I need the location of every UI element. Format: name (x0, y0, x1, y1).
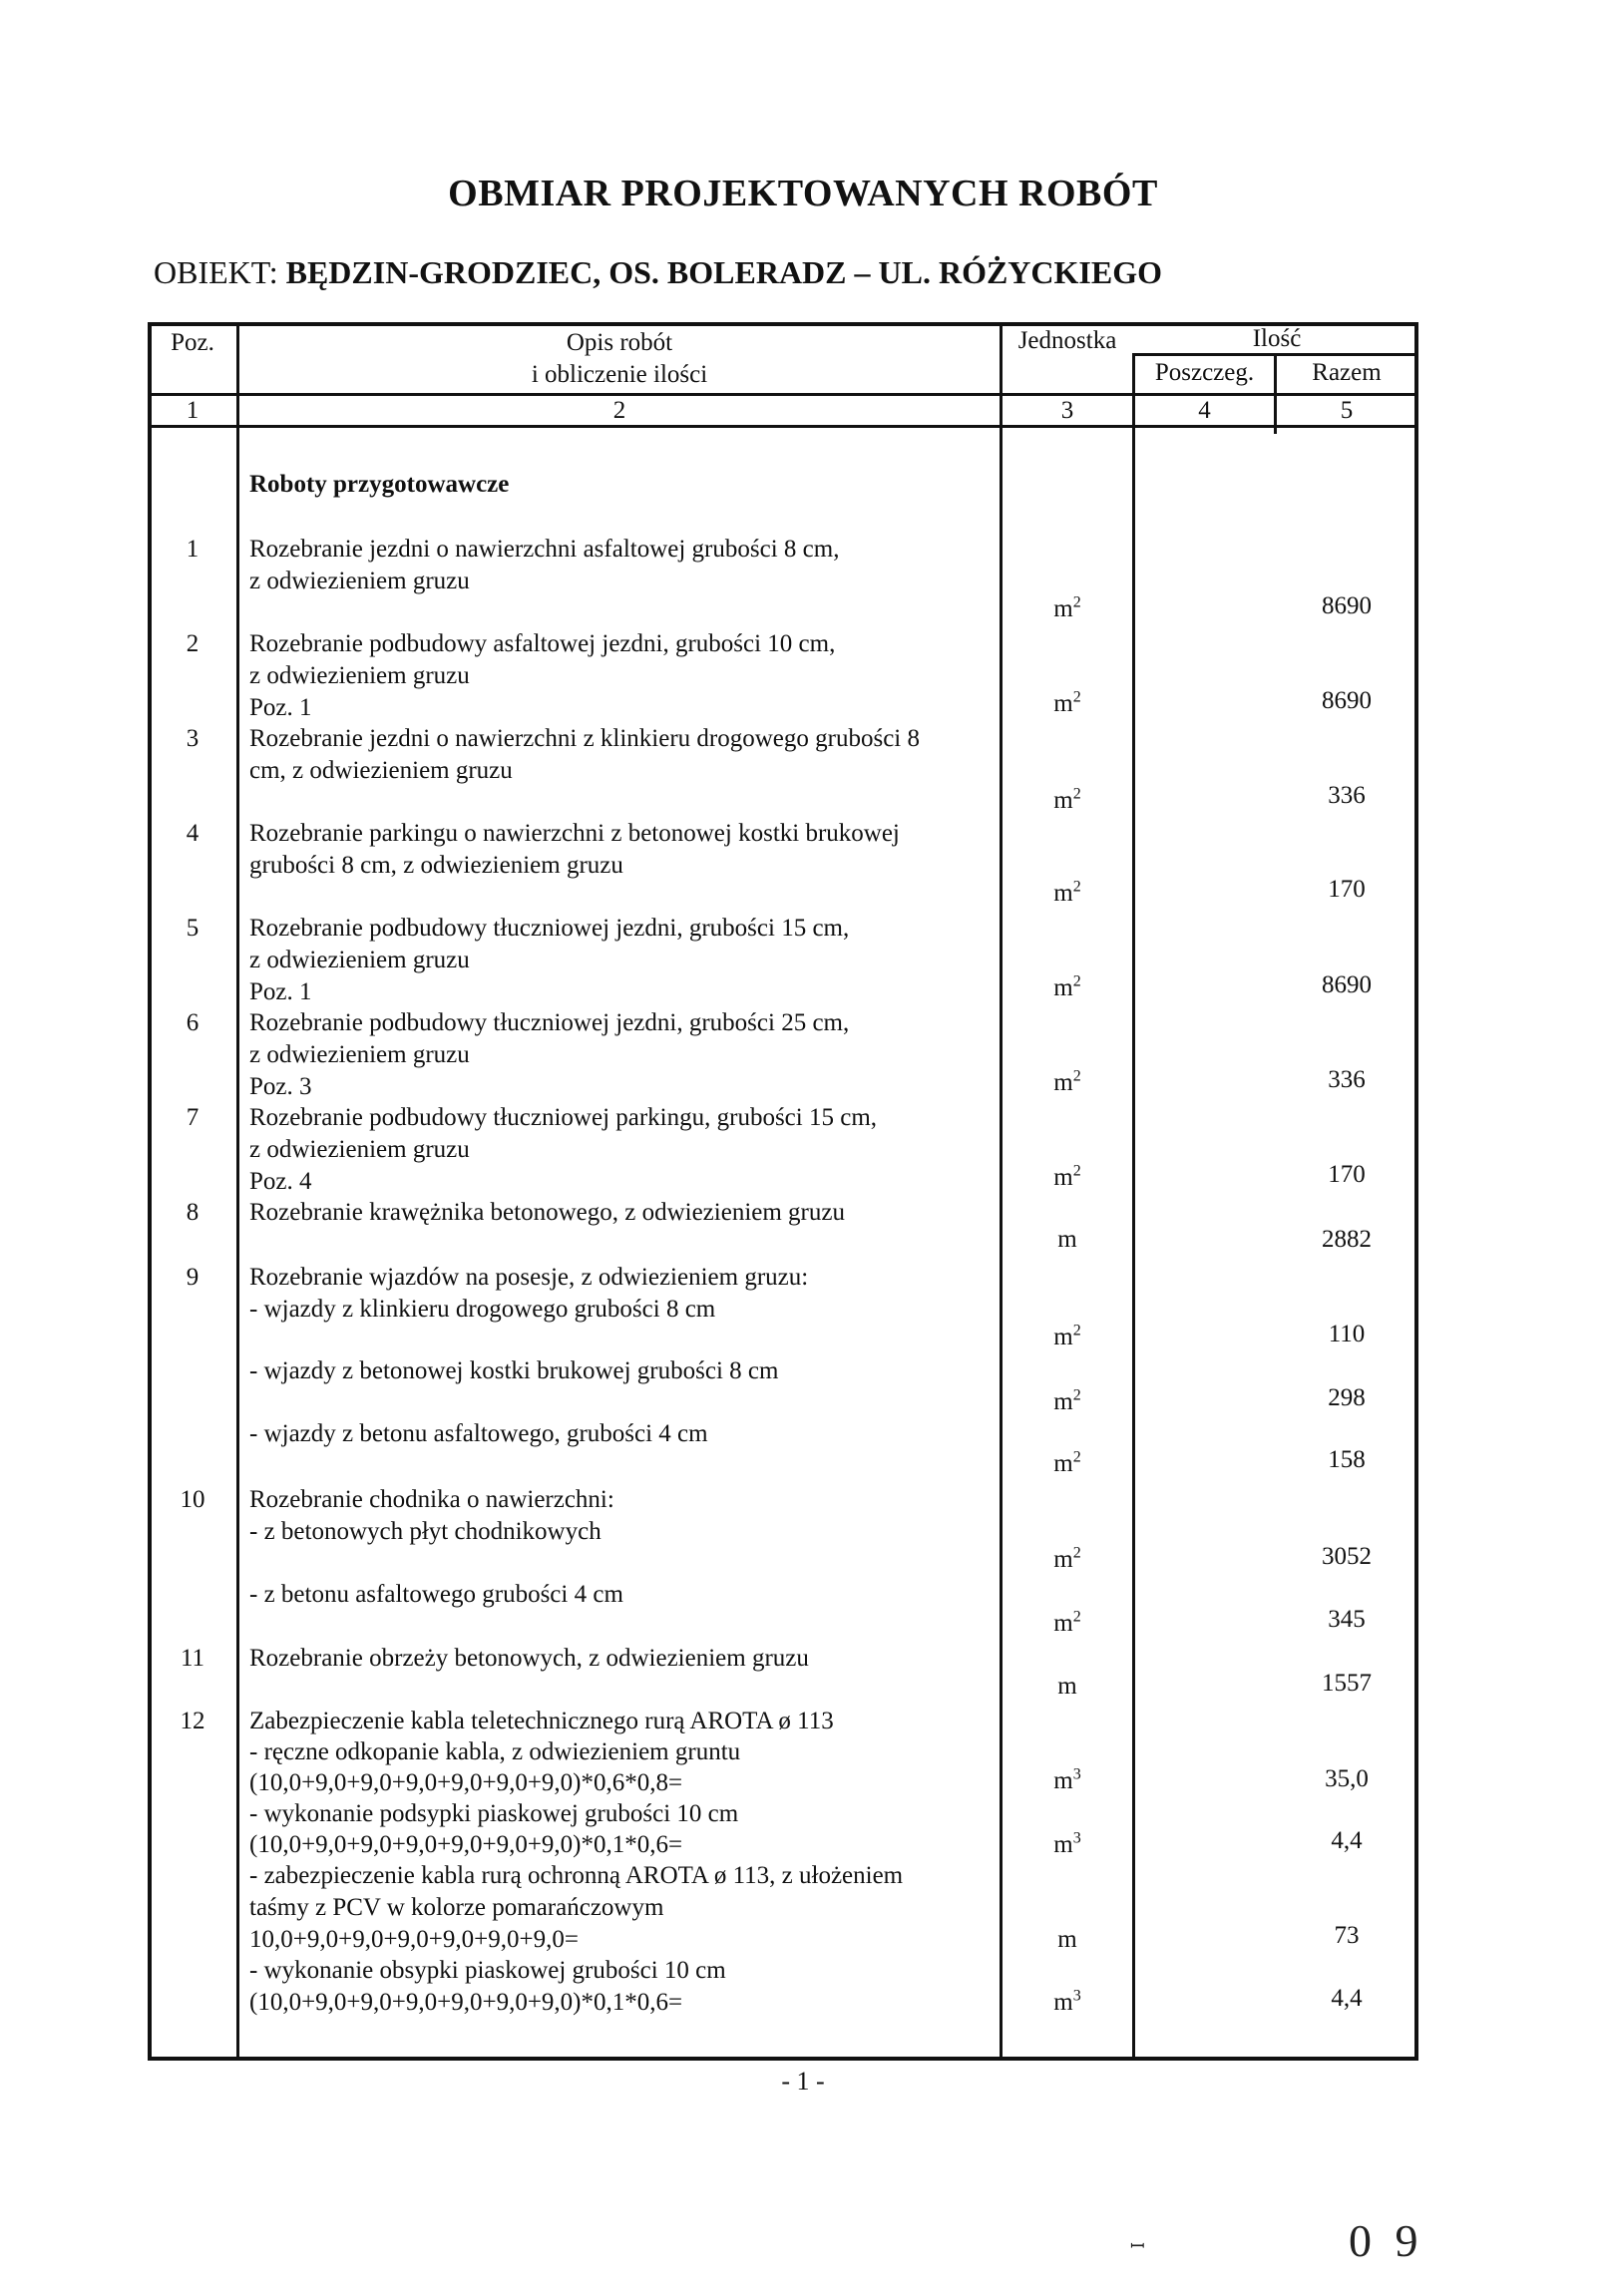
row-poz: 10 (180, 1486, 205, 1513)
row-razem: 1557 (1322, 1670, 1372, 1697)
row-unit: $m^2$ (1053, 1322, 1081, 1350)
row-poz: 3 (186, 725, 200, 752)
row-unit: $m^2$ (1053, 1608, 1081, 1637)
header-poszczeg: Poszczeg. (1154, 359, 1255, 386)
row-desc-line: (10,0+9,0+9,0+9,0+9,0+9,0+9,0)*0,6*0,8= (249, 1769, 683, 1796)
row-desc-line: Rozebranie jezdni o nawierzchni z klinkieru drogowego grubości 8 (249, 725, 920, 752)
row-unit: $m^3$ (1053, 1829, 1081, 1858)
row-unit: $m^2$ (1053, 1067, 1081, 1096)
row-desc-line: z odwiezieniem gruzu (249, 568, 470, 594)
header-poz: Poz. (171, 329, 214, 356)
row-poz: 7 (186, 1104, 200, 1131)
row-razem: 73 (1334, 1922, 1360, 1949)
column-number-2: 2 (612, 397, 626, 424)
row-razem: 336 (1328, 782, 1366, 809)
row-razem: 4,4 (1331, 1827, 1363, 1854)
row-desc-line: Rozebranie podbudowy asfaltowej jezdni, grubości 10 cm, (249, 630, 836, 657)
row-desc-line: (10,0+9,0+9,0+9,0+9,0+9,0+9,0)*0,1*0,6= (249, 1831, 683, 1858)
row-desc-line: Rozebranie podbudowy tłuczniowej parkingu, grubości 15 cm, (249, 1104, 878, 1131)
col-divider-3 (1132, 354, 1135, 2061)
header-opis-line1: Opis robót (566, 329, 673, 356)
header-divider-main (148, 393, 1418, 396)
row-unit: $m^2$ (1053, 1544, 1081, 1573)
row-unit: $m^2$ (1053, 972, 1081, 1001)
row-razem: 8690 (1322, 592, 1372, 619)
header-razem: Razem (1312, 359, 1382, 386)
row-unit: $m^3$ (1053, 1765, 1081, 1794)
row-unit: $m^2$ (1053, 1448, 1081, 1477)
row-unit: $m^2$ (1053, 1162, 1081, 1191)
row-desc-line: Rozebranie parkingu o nawierzchni z betonowej kostki brukowej (249, 820, 900, 847)
row-poz: 12 (180, 1708, 205, 1734)
scan-mark: ꟷ (1130, 2236, 1145, 2256)
column-number-4: 4 (1198, 397, 1211, 424)
row-desc-line: z odwiezieniem gruzu (249, 662, 470, 689)
row-desc-line: (10,0+9,0+9,0+9,0+9,0+9,0+9,0)*0,1*0,6= (249, 1989, 683, 2016)
page-number: - 1 - (781, 2067, 825, 2096)
object-line (154, 254, 1162, 291)
row-desc-line: Rozebranie obrzeży betonowych, z odwiezieniem gruzu (249, 1645, 809, 1672)
section-title: Roboty przygotowawcze (249, 471, 510, 498)
row-desc-line: - wjazdy z betonu asfaltowego, grubości 4 cm (249, 1420, 708, 1447)
row-desc-line: z odwiezieniem gruzu (249, 947, 470, 973)
row-desc-line: Poz. 1 (249, 694, 312, 721)
row-unit: $m^3$ (1053, 1987, 1081, 2016)
row-desc-line: Poz. 4 (249, 1168, 312, 1195)
row-desc-line: Rozebranie podbudowy tłuczniowej jezdni, grubości 15 cm, (249, 915, 850, 942)
row-unit: $m^2$ (1053, 688, 1081, 717)
row-desc-line: - z betonowych płyt chodnikowych (249, 1518, 602, 1545)
row-poz: 4 (186, 820, 200, 847)
row-desc-line: - wykonanie obsypki piaskowej grubości 10 cm (249, 1957, 726, 1984)
row-desc-line: z odwiezieniem gruzu (249, 1041, 470, 1068)
row-razem: 158 (1328, 1446, 1366, 1473)
document-title: OBMIAR PROJEKTOWANYCH ROBÓT (448, 173, 1158, 214)
col-divider-1 (236, 322, 239, 2061)
row-unit: $m^2$ (1053, 878, 1081, 907)
row-desc-line: - wykonanie podsypki piaskowej grubości 10 cm (249, 1800, 739, 1827)
row-razem: 170 (1328, 1161, 1366, 1188)
row-razem: 4,4 (1331, 1985, 1363, 2012)
row-razem: 8690 (1322, 971, 1372, 998)
row-desc-line: grubości 8 cm, z odwiezieniem gruzu (249, 852, 623, 879)
row-unit: m (1057, 1926, 1077, 1953)
column-number-1: 1 (186, 397, 200, 424)
row-desc-line: - wjazdy z betonowej kostki brukowej grubości 8 cm (249, 1357, 779, 1384)
column-number-3: 3 (1060, 397, 1074, 424)
row-desc-line: z odwiezieniem gruzu (249, 1136, 470, 1163)
row-poz: 9 (186, 1264, 200, 1291)
row-desc-line: - ręczne odkopanie kabla, z odwiezieniem gruntu (249, 1738, 741, 1765)
row-desc-line: cm, z odwiezieniem gruzu (249, 757, 513, 784)
row-unit: $m^2$ (1053, 593, 1081, 622)
handwritten-page-stamp: 0 9 (1349, 2215, 1424, 2266)
row-desc-line: Zabezpieczenie kabla teletechnicznego rurą AROTA ø 113 (249, 1708, 834, 1734)
column-number-5: 5 (1340, 397, 1354, 424)
row-razem: 35,0 (1325, 1765, 1369, 1792)
row-desc-line: - wjazdy z klinkieru drogowego grubości 8 cm (249, 1296, 716, 1323)
row-razem: 3052 (1322, 1543, 1372, 1570)
row-desc-line: 10,0+9,0+9,0+9,0+9,0+9,0+9,0= (249, 1926, 579, 1953)
row-razem: 8690 (1322, 687, 1372, 714)
row-desc-line: Rozebranie podbudowy tłuczniowej jezdni, grubości 25 cm, (249, 1009, 850, 1036)
row-unit: $m^2$ (1053, 1386, 1081, 1415)
row-desc-line: - zabezpieczenie kabla rurą ochronną AROTA ø 113, z ułożeniem (249, 1862, 904, 1889)
header-opis-line2: i obliczenie ilości (531, 361, 708, 388)
row-poz: 2 (186, 630, 200, 657)
header-jednostka: Jednostka (1017, 327, 1117, 354)
row-desc-line: Rozebranie krawężnika betonowego, z odwiezieniem gruzu (249, 1199, 845, 1226)
row-desc-line: Rozebranie wjazdów na posesje, z odwiezieniem gruzu: (249, 1264, 809, 1291)
header-divider-ilosc (1132, 353, 1418, 356)
row-unit: m (1057, 1226, 1077, 1253)
row-unit: $m^2$ (1053, 785, 1081, 814)
row-razem: 170 (1328, 876, 1366, 903)
row-desc-line: - z betonu asfaltowego grubości 4 cm (249, 1581, 623, 1608)
row-desc-line: Poz. 3 (249, 1073, 312, 1100)
object-label: OBIEKT: (154, 254, 278, 290)
row-razem: 336 (1328, 1066, 1366, 1093)
row-poz: 1 (186, 536, 200, 563)
row-razem: 298 (1328, 1384, 1366, 1411)
header-ilosc: Ilość (1252, 325, 1302, 352)
row-razem: 110 (1328, 1321, 1366, 1347)
row-unit: m (1057, 1673, 1077, 1700)
row-desc-line: Rozebranie jezdni o nawierzchni asfaltowej grubości 8 cm, (249, 536, 840, 563)
row-poz: 11 (180, 1645, 205, 1672)
object-name: BĘDZIN-GRODZIEC, OS. BOLERADZ – UL. RÓŻYCKIEGO (285, 254, 1162, 290)
row-desc-line: Poz. 1 (249, 978, 312, 1005)
row-desc-line: taśmy z PCV w kolorze pomarańczowym (249, 1894, 664, 1921)
row-poz: 8 (186, 1199, 200, 1226)
row-poz: 6 (186, 1009, 200, 1036)
row-poz: 5 (186, 915, 200, 942)
row-desc-line: Rozebranie chodnika o nawierzchni: (249, 1486, 614, 1513)
header-divider-numbers (148, 425, 1418, 428)
row-razem: 2882 (1322, 1226, 1372, 1253)
row-razem: 345 (1328, 1606, 1366, 1633)
